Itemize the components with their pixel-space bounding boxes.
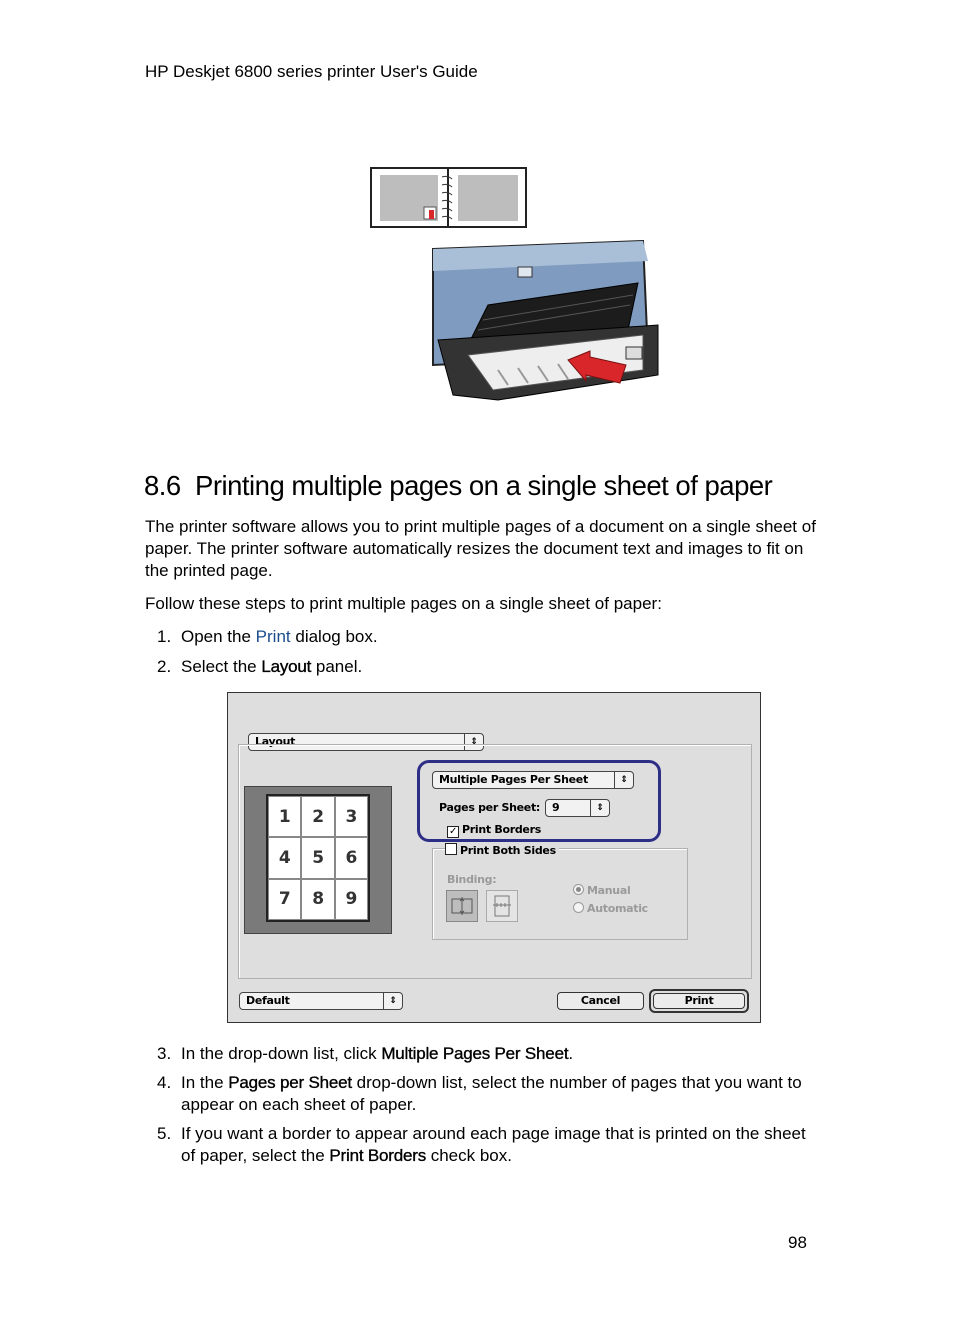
- section-title: [144, 470, 772, 502]
- preview-page: 2: [301, 796, 334, 837]
- mode-popup[interactable]: Multiple Pages Per Sheet ⇕: [432, 771, 634, 789]
- preview-page: 1: [268, 796, 301, 837]
- preview-page: 4: [268, 837, 301, 878]
- cancel-button[interactable]: Cancel: [557, 992, 644, 1010]
- print-both-sides-checkbox[interactable]: [445, 843, 457, 855]
- popup-arrows-icon: ⇕: [464, 734, 483, 750]
- popup-arrows-icon: ⇕: [590, 800, 609, 816]
- preview-page: 5: [301, 837, 334, 878]
- printer-loading-booklet-icon: [368, 165, 668, 410]
- layout-preview-sheet: [266, 794, 370, 922]
- popup-arrows-icon: ⇕: [614, 772, 633, 788]
- radio-manual-option[interactable]: Manual: [573, 884, 630, 897]
- running-header: HP Deskjet 6800 series printer User's Guide: [145, 62, 478, 81]
- pages-per-sheet-popup[interactable]: 9 ⇕: [545, 799, 610, 817]
- radio-automatic-option[interactable]: Automatic: [573, 902, 648, 915]
- step-2: 2. Select the Layout panel.: [157, 657, 363, 676]
- step-3: 3. In the drop-down list, click Multiple Pages Per Sheet.: [157, 1044, 574, 1063]
- popup-arrows-icon: ⇕: [383, 993, 402, 1009]
- book-binding-top-icon: [487, 891, 517, 921]
- pages-per-sheet-label: Pages per Sheet:: [439, 801, 541, 814]
- ui-term: Layout: [261, 657, 312, 676]
- step-4: 4. In the Pages per Sheet drop-down list, select the number of pages that you want to appear on each sheet of paper.: [157, 1073, 802, 1114]
- ui-term: Pages per Sheet: [228, 1073, 352, 1092]
- binding-left-button[interactable]: [446, 890, 478, 922]
- binding-label: Binding:: [447, 873, 497, 886]
- intro-paragraph: The printer software allows you to print multiple pages of a document on a single sheet of paper. The printer software automatically resizes the document text and images to fit on the printed page.: [145, 517, 816, 580]
- print-button[interactable]: Print: [653, 993, 745, 1009]
- preview-page: 7: [268, 879, 301, 920]
- printer-illustration: [368, 165, 668, 410]
- preview-page: 9: [335, 879, 368, 920]
- step-1: 1. Open the Print dialog box.: [157, 627, 378, 646]
- book-binding-left-icon: [447, 891, 477, 921]
- print-dialog: [227, 692, 761, 1023]
- radio-manual[interactable]: [573, 884, 584, 895]
- print-button-frame[interactable]: [649, 989, 749, 1013]
- section-number: 8.6: [144, 470, 181, 501]
- ui-term: Print Borders: [329, 1146, 426, 1165]
- presets-popup[interactable]: Default ⇕: [239, 992, 403, 1010]
- preview-page: 6: [335, 837, 368, 878]
- lead-in-paragraph: Follow these steps to print multiple pages on a single sheet of paper:: [145, 594, 662, 613]
- preview-page: 8: [301, 879, 334, 920]
- preview-page: 3: [335, 796, 368, 837]
- print-both-sides-option[interactable]: Print Both Sides: [445, 843, 559, 857]
- radio-automatic[interactable]: [573, 902, 584, 913]
- ui-term: Multiple Pages Per Sheet: [381, 1044, 569, 1063]
- step-5: 5. If you want a border to appear around each page image that is printed on the sheet of paper, select the Print Borders check box.: [157, 1124, 806, 1165]
- print-dialog-link[interactable]: Print: [255, 627, 291, 646]
- print-borders-option[interactable]: ✓ Print Borders: [448, 823, 541, 837]
- section-heading: Printing multiple pages on a single sheet of paper: [195, 470, 773, 501]
- binding-top-button[interactable]: [486, 890, 518, 922]
- panel-popup[interactable]: Layout ⇕: [248, 733, 484, 751]
- print-borders-checkbox[interactable]: ✓: [448, 826, 458, 837]
- page-number: 98: [788, 1233, 807, 1252]
